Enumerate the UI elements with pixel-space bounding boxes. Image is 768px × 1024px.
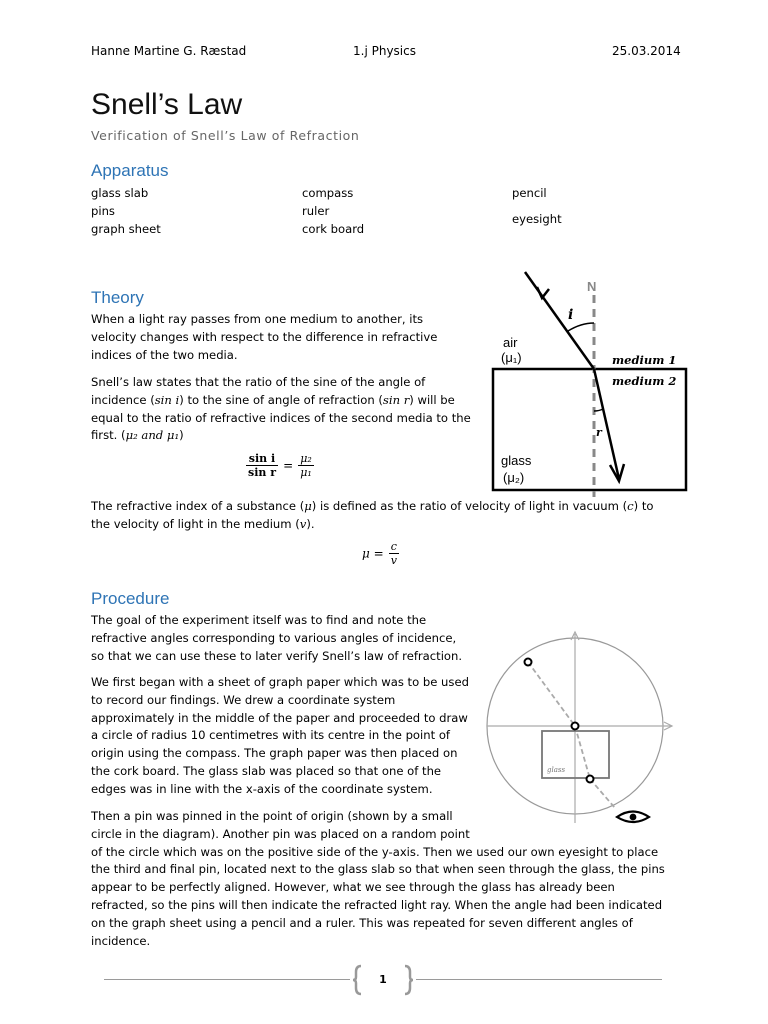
eq-denominator: μ₁ bbox=[300, 466, 312, 479]
apparatus-item: pins bbox=[91, 203, 115, 218]
air-label: air bbox=[503, 335, 518, 350]
angle-i-label: i bbox=[568, 307, 574, 323]
header-date: 25.03.2014 bbox=[612, 44, 681, 58]
theory-text: Snell’s law states that the ratio of the sine of the angle of incidence ( bbox=[91, 375, 426, 407]
theory-text: ) will be equal to the ratio of refractive indices of the second media to the first. ( bbox=[91, 392, 471, 443]
angle-i-arc bbox=[568, 323, 594, 331]
procedure-paragraph-3-rest: of the circle which was on the positive side of the y-axis. Then we used our own eyesight to place the third and final pin, located next to the glass slab so that when seen through the glass, the pins appear to be perfectly aligned. However, what we see through the glass has already been refracted, so the pins will then indicate the refracted light ray. When the angle had been indicated on the graph sheet using a pencil and a ruler. This was repeated for seven different angles of incidence. bbox=[91, 844, 665, 948]
apparatus-item: pencil bbox=[512, 186, 547, 200]
glass-slab-label: glass bbox=[547, 766, 566, 774]
apparatus-item: cork board bbox=[302, 221, 365, 236]
page-subtitle: Verification of Snell’s Law of Refraction bbox=[91, 128, 360, 143]
glass-label: glass bbox=[501, 453, 532, 468]
page-title: Snell’s Law bbox=[91, 88, 243, 121]
eq-denominator: sin r bbox=[248, 466, 276, 479]
page-number: 1 bbox=[379, 973, 387, 986]
apparatus-heading: Apparatus bbox=[91, 161, 169, 180]
procedure-heading: Procedure bbox=[91, 589, 170, 608]
eq-mu: μ = bbox=[362, 546, 384, 561]
math-sin-i: sin i bbox=[154, 392, 180, 407]
apparatus-col2 bbox=[302, 185, 364, 238]
incident-ray bbox=[525, 272, 597, 369]
air-index: (μ₁) bbox=[501, 350, 522, 365]
procedure-paragraph-2: We first began with a sheet of graph paper which was to be used to record our findings. We drew a coordinate system approximately in the middle of the paper and proceeded to draw a circle of radius 10 centimetres with its centre in the point of origin using the compass. The graph paper was then placed on the cork board. The glass slab was placed so that one of the edges was in line with the x-axis of the coordinate system. bbox=[91, 675, 469, 796]
refracted-path bbox=[575, 726, 590, 779]
apparatus-item: ruler bbox=[302, 203, 330, 218]
eq-numerator: μ₂ bbox=[300, 452, 312, 465]
refractive-index-equation bbox=[362, 540, 399, 567]
theory-text: ) is defined as the ratio of velocity of light in vacuum ( bbox=[311, 499, 628, 513]
pin-3 bbox=[587, 776, 594, 783]
snell-equation bbox=[246, 452, 314, 479]
apparatus-item: compass bbox=[302, 186, 354, 200]
setup-diagram bbox=[484, 628, 684, 838]
pin-origin bbox=[572, 723, 579, 730]
refraction-diagram bbox=[485, 265, 695, 500]
eq-denominator: v bbox=[390, 554, 397, 567]
procedure-line: circle in the diagram). Another pin was placed on a random point bbox=[91, 826, 470, 841]
eq-equals: = bbox=[283, 458, 294, 473]
math-v: v bbox=[299, 516, 307, 531]
exit-path bbox=[590, 779, 615, 808]
theory-text: ) to the sine of angle of refraction ( bbox=[179, 392, 383, 407]
incident-arrow bbox=[537, 287, 549, 298]
theory-paragraph-3 bbox=[91, 498, 671, 534]
apparatus-item: glass slab bbox=[91, 186, 149, 200]
apparatus-item: graph sheet bbox=[91, 221, 161, 236]
apparatus-col1 bbox=[91, 185, 161, 238]
theory-text: The refractive index of a substance ( bbox=[91, 499, 305, 513]
procedure-paragraph-3-start bbox=[91, 808, 471, 844]
normal-label: N bbox=[587, 279, 597, 294]
header-author: Hanne Martine G. Ræstad bbox=[91, 44, 247, 58]
eq-numerator: c bbox=[389, 540, 399, 554]
math-sin-r: sin r bbox=[382, 392, 410, 407]
theory-paragraph-1: When a light ray passes from one medium to another, its velocity changes with respect to the difference in refractive indices of the two media. bbox=[91, 312, 438, 362]
medium-2-label: medium 2 bbox=[612, 374, 677, 388]
medium-1-label: medium 1 bbox=[612, 353, 677, 367]
procedure-line: Then a pin was pinned in the point of origin (shown by a small bbox=[91, 809, 453, 823]
math-mu-pair: μ₂ and μ₁ bbox=[125, 428, 180, 443]
footer-rule-left bbox=[104, 979, 350, 980]
incident-path bbox=[528, 662, 575, 726]
theory-text: ). bbox=[306, 516, 315, 531]
math-c: c bbox=[627, 499, 634, 513]
eye-icon bbox=[617, 812, 649, 823]
theory-paragraph-2 bbox=[91, 374, 471, 445]
apparatus-col3 bbox=[512, 185, 562, 229]
fraction-c-v bbox=[389, 540, 399, 567]
fraction-sin bbox=[246, 452, 278, 479]
pin-1 bbox=[525, 659, 532, 666]
angle-r-label: r bbox=[596, 426, 602, 439]
footer-rule-right bbox=[416, 979, 662, 980]
eq-numerator: sin i bbox=[246, 452, 278, 466]
fraction-mu bbox=[298, 452, 314, 479]
theory-text: ) to the velocity of light in the medium ( bbox=[91, 499, 654, 531]
glass-index: (μ₂) bbox=[503, 470, 525, 485]
header-course: 1.j Physics bbox=[353, 44, 416, 58]
apparatus-item: eyesight bbox=[512, 211, 562, 226]
theory-text: ) bbox=[179, 428, 184, 443]
math-mu: μ bbox=[304, 499, 312, 513]
procedure-paragraph-1: The goal of the experiment itself was to find and note the refractive angles corresponding to various angles of incidence, so that we can use these to later verify Snell’s law of refraction. bbox=[91, 613, 463, 663]
theory-heading: Theory bbox=[91, 288, 144, 307]
